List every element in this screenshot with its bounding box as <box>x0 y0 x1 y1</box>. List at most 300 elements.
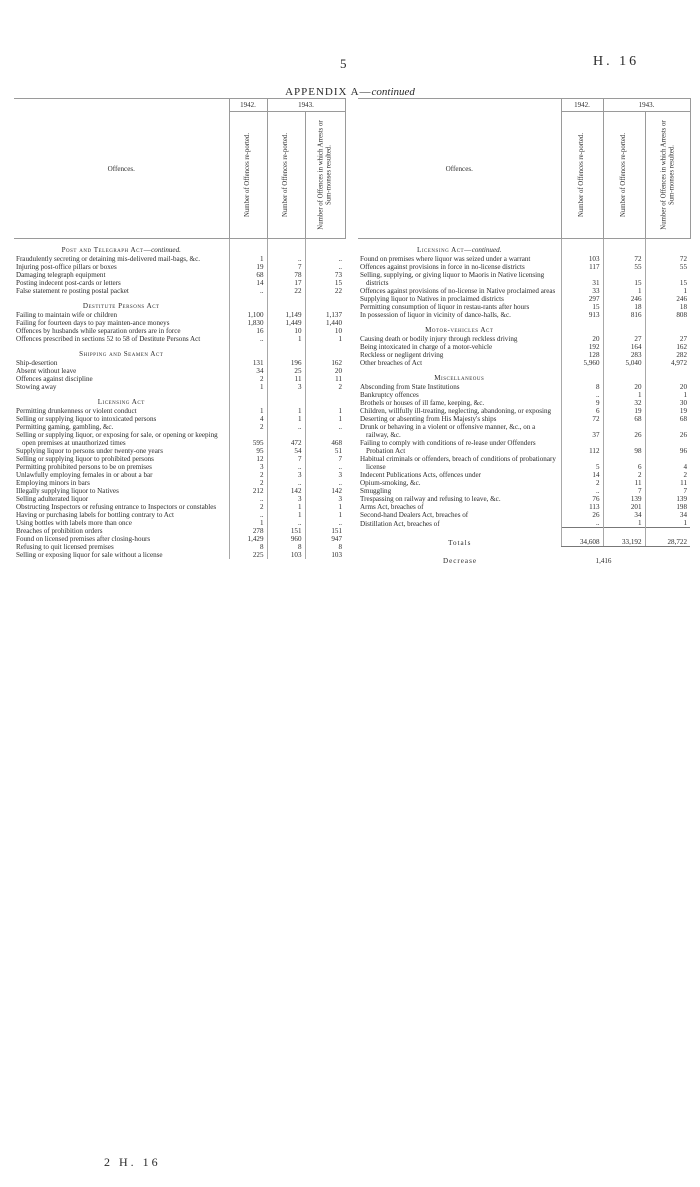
empty-cell <box>267 239 305 256</box>
offence-name: Smuggling <box>360 487 392 495</box>
offence-name: Absconding from State Institutions <box>360 383 460 391</box>
reported-1942-header <box>229 112 267 239</box>
arrests-1943-cell: .. <box>305 255 345 263</box>
reported-1942-cell: 9 <box>561 399 603 407</box>
reported-1943-cell: 34 <box>603 511 645 519</box>
table-row <box>358 519 690 528</box>
arrests-1943-cell: 96 <box>645 439 690 455</box>
arrests-1943-cell: 2 <box>305 383 345 391</box>
table-row <box>14 543 345 551</box>
reported-1943-cell: 2 <box>603 471 645 479</box>
offence-name: Arms Act, breaches of <box>360 503 424 511</box>
reported-1943-cell: 8 <box>267 543 305 551</box>
reported-1942-cell: 225 <box>229 551 267 559</box>
reported-1943-cell: 816 <box>603 311 645 319</box>
reported-1943-cell: 196 <box>267 359 305 367</box>
table-row <box>14 479 345 487</box>
section-heading-label: Post and Telegraph Act <box>61 246 144 254</box>
offence-name: Permitting gaming, gambling, &c. <box>16 423 114 431</box>
table-row <box>358 255 690 263</box>
arrests-1943-cell: 1 <box>305 335 345 343</box>
section-heading-row <box>358 319 690 335</box>
table-row <box>358 487 690 495</box>
reported-1942-cell: .. <box>561 487 603 495</box>
arrests-1943-cell: 2 <box>645 471 690 479</box>
offence-name: Breaches of prohibition orders <box>16 527 103 535</box>
reported-1943-cell: 1,149 <box>267 311 305 319</box>
reported-1942-cell: 2 <box>229 503 267 511</box>
offence-name: Permitting consumption of liquor in restau-rants after hours <box>360 303 530 311</box>
table-row <box>14 527 345 535</box>
reported-1942-cell: 1 <box>229 407 267 415</box>
offence-name: Offences against provisions in force in no-license districts <box>360 263 525 271</box>
totals-1942: 34,608 <box>561 528 603 547</box>
offences-table-right <box>358 98 691 565</box>
offence-name: Supplying liquor to Natives in proclaimed districts <box>360 295 504 303</box>
reported-1942-cell: 8 <box>229 543 267 551</box>
offences-table-left <box>14 98 346 559</box>
arrests-1943-header <box>305 112 345 239</box>
table-row <box>14 335 345 343</box>
reported-1942-cell: 95 <box>229 447 267 455</box>
reported-1942-cell: 1,100 <box>229 311 267 319</box>
offence-name: Illegally supplying liquor to Natives <box>16 487 119 495</box>
reported-1943-cell: 26 <box>603 423 645 439</box>
reported-1943-cell: 1 <box>603 519 645 528</box>
offence-name: Stowing away <box>16 383 57 391</box>
section-heading <box>14 295 229 311</box>
offence-name: Selling or supplying liquor to prohibited persons <box>16 455 154 463</box>
reported-1943-cell: 1 <box>603 287 645 295</box>
arrests-1943-cell: 1 <box>305 407 345 415</box>
totals-arrests-1943: 28,722 <box>645 528 690 547</box>
reported-1943-cell: 960 <box>267 535 305 543</box>
table-row <box>14 511 345 519</box>
table-row <box>358 335 690 343</box>
arrests-1943-cell: 1,137 <box>305 311 345 319</box>
arrests-1943-cell: 27 <box>645 335 690 343</box>
year-1942-header: 1942. <box>561 99 603 112</box>
reported-1943-cell: 20 <box>603 383 645 391</box>
reported-1942-cell: 3 <box>229 463 267 471</box>
table-row <box>358 415 690 423</box>
table-row <box>14 455 345 463</box>
reported-1942-cell: 6 <box>561 407 603 415</box>
table-row <box>14 415 345 423</box>
reported-1942-label: Number of Offences re-ported. <box>578 132 586 218</box>
section-heading <box>358 367 561 383</box>
table-row <box>358 295 690 303</box>
table-row <box>358 391 690 399</box>
empty-cell <box>603 367 645 383</box>
arrests-1943-cell: 20 <box>645 383 690 391</box>
offence-name: Offences prescribed in sections 52 to 58 of Destitute Persons Act <box>16 335 201 343</box>
offence-name: Supplying liquor to persons under twenty-one years <box>16 447 163 455</box>
reported-1942-cell: 1,830 <box>229 319 267 327</box>
arrests-1943-cell: 34 <box>645 511 690 519</box>
reported-1942-cell: 131 <box>229 359 267 367</box>
arrests-1943-cell: .. <box>305 479 345 487</box>
reported-1943-cell: 283 <box>603 351 645 359</box>
reported-1942-cell: 37 <box>561 423 603 439</box>
reported-1943-cell: 6 <box>603 455 645 471</box>
arrests-1943-cell: 18 <box>645 303 690 311</box>
reported-1942-cell: 34 <box>229 367 267 375</box>
empty-cell <box>645 319 690 335</box>
arrests-1943-cell: 103 <box>305 551 345 559</box>
table-body-left <box>14 239 345 560</box>
reported-1942-cell: 1 <box>229 255 267 263</box>
reported-1943-cell: 201 <box>603 503 645 511</box>
reported-1943-cell: 54 <box>267 447 305 455</box>
arrests-1943-cell: .. <box>305 463 345 471</box>
reported-1942-cell: 1,429 <box>229 535 267 543</box>
page-number: 5 <box>340 56 347 71</box>
reported-1942-cell: 20 <box>561 335 603 343</box>
arrests-1943-cell: 4 <box>645 455 690 471</box>
section-heading <box>14 391 229 407</box>
arrests-1943-cell: 1 <box>305 503 345 511</box>
reported-1942-label: Number of Offences re-ported. <box>244 132 252 218</box>
offence-name: Selling or supplying liquor to intoxicated persons <box>16 415 157 423</box>
offence-name: Offences against discipline <box>16 375 93 383</box>
table-row <box>14 311 345 319</box>
offence-name: Damaging telegraph equipment <box>16 271 106 279</box>
empty-cell <box>229 295 267 311</box>
reported-1943-cell: .. <box>267 255 305 263</box>
reported-1942-cell: 117 <box>561 263 603 271</box>
section-heading-row <box>358 367 690 383</box>
section-heading <box>14 343 229 359</box>
reported-1942-cell: 31 <box>561 271 603 287</box>
totals-label: Totals <box>448 538 472 547</box>
reported-1943-cell: 1 <box>267 503 305 511</box>
reported-1942-cell: 913 <box>561 311 603 319</box>
offence-name: Found on premises where liquor was seized under a warrant <box>360 255 531 263</box>
offence-name: Children, willfully ill-treating, neglecting, abandoning, or exposing <box>360 407 552 415</box>
table-row <box>14 471 345 479</box>
table-row <box>14 535 345 543</box>
reported-1943-cell: .. <box>267 479 305 487</box>
offence-name: Other breaches of Act <box>360 359 423 367</box>
table-row <box>14 319 345 327</box>
reported-1943-cell: .. <box>267 519 305 527</box>
offence-name: Selling or supplying liquor, or exposing for sale, or opening or keeping open premises at unauthorized times <box>16 431 218 447</box>
reported-1943-cell: 7 <box>267 263 305 271</box>
offence-name: Distillation Act, breaches of <box>360 519 440 528</box>
year-1943-header: 1943. <box>267 99 345 112</box>
reported-1942-cell: 8 <box>561 383 603 391</box>
reported-1942-cell: 68 <box>229 271 267 279</box>
table-row <box>14 279 345 287</box>
reported-1943-cell: 32 <box>603 399 645 407</box>
arrests-1943-cell: 11 <box>645 479 690 487</box>
reported-1942-cell: 2 <box>561 479 603 487</box>
table-row <box>14 271 345 279</box>
reported-1943-cell: 246 <box>603 295 645 303</box>
table-row <box>14 495 345 503</box>
offence-name: Obstructing Inspectors or refusing entrance to Inspectors or constables <box>16 503 217 511</box>
table-row <box>358 495 690 503</box>
appendix-title: APPENDIX A—continued <box>285 86 415 98</box>
table-row <box>358 343 690 351</box>
offence-name: Brothels or houses of ill fame, keeping, &c. <box>360 399 485 407</box>
reported-1943-cell: 7 <box>603 487 645 495</box>
arrests-1943-cell: 151 <box>305 527 345 535</box>
offence-name: Deserting or absenting from His Majesty's ships <box>360 415 497 423</box>
empty-cell <box>229 391 267 407</box>
totals-1943: 33,192 <box>603 528 645 547</box>
reported-1943-cell: 1 <box>267 407 305 415</box>
offence-name: Indecent Publications Acts, offences under <box>360 471 482 479</box>
reported-1943-cell: 22 <box>267 287 305 295</box>
table-row <box>14 519 345 527</box>
arrests-1943-cell: 162 <box>645 343 690 351</box>
offences-header: Offences. <box>358 99 561 239</box>
offence-name: Having or purchasing labels for bottling contrary to Act <box>16 511 174 519</box>
reported-1942-cell: 297 <box>561 295 603 303</box>
section-heading-label: Licensing Act <box>417 246 465 254</box>
arrests-1943-cell: 1 <box>305 415 345 423</box>
reported-1943-cell: 3 <box>267 383 305 391</box>
section-heading-label: Miscellaneous <box>434 374 485 382</box>
empty-cell <box>645 547 690 566</box>
arrests-1943-cell: 22 <box>305 287 345 295</box>
reported-1942-cell: 2 <box>229 479 267 487</box>
appendix-title-text: APPENDIX A <box>285 86 360 98</box>
arrests-1943-cell: 51 <box>305 447 345 455</box>
reported-1943-cell: 1 <box>267 335 305 343</box>
table-row <box>358 471 690 479</box>
year-1943-header: 1943. <box>603 99 690 112</box>
section-heading-continued: continued. <box>151 246 181 254</box>
reported-1942-cell: .. <box>561 519 603 528</box>
arrests-1943-cell: 139 <box>645 495 690 503</box>
arrests-1943-cell: 947 <box>305 535 345 543</box>
reported-1942-cell: 72 <box>561 415 603 423</box>
table-row <box>358 311 690 319</box>
reported-1943-cell: 15 <box>603 271 645 287</box>
arrests-1943-cell: 68 <box>645 415 690 423</box>
reported-1942-cell: 128 <box>561 351 603 359</box>
offence-name: Refusing to quit licensed premises <box>16 543 114 551</box>
table-row <box>358 399 690 407</box>
reported-1943-cell: 3 <box>267 471 305 479</box>
reported-1942-cell: 278 <box>229 527 267 535</box>
offences-header: Offences. <box>14 99 229 239</box>
offence-name: Bankruptcy offences <box>360 391 419 399</box>
empty-cell <box>229 239 267 256</box>
offence-name: Fraudulently secreting or detaining mis-delivered mail-bags, &c. <box>16 255 200 263</box>
offence-name: Opium-smoking, &c. <box>360 479 421 487</box>
arrests-1943-cell: 73 <box>305 271 345 279</box>
table-row <box>14 359 345 367</box>
table-row <box>14 503 345 511</box>
arrests-1943-cell: 8 <box>305 543 345 551</box>
section-heading-label: Licensing Act <box>97 398 145 406</box>
reported-1943-header <box>267 112 305 239</box>
reported-1943-cell: 25 <box>267 367 305 375</box>
reported-1942-cell: 33 <box>561 287 603 295</box>
arrests-1943-cell: 808 <box>645 311 690 319</box>
reported-1943-cell: 19 <box>603 407 645 415</box>
offence-name: Absent without leave <box>16 367 77 375</box>
reported-1943-cell: 3 <box>267 495 305 503</box>
offence-name: Offences against provisions of no-license in Native proclaimed areas <box>360 287 556 295</box>
offence-name: Offences by husbands while separation orders are in force <box>16 327 181 335</box>
footer-print-ref: 2 H. 16 <box>104 1155 161 1169</box>
arrests-1943-cell: 72 <box>645 255 690 263</box>
reported-1943-cell: 164 <box>603 343 645 351</box>
arrests-1943-cell: 26 <box>645 423 690 439</box>
offence-name: Employing minors in bars <box>16 479 90 487</box>
reported-1943-cell: 11 <box>267 375 305 383</box>
decrease-label: Decrease <box>443 557 477 565</box>
offence-name: Being intoxicated in charge of a motor-vehicle <box>360 343 493 351</box>
reported-1942-cell: .. <box>229 511 267 519</box>
reported-1943-cell: 139 <box>603 495 645 503</box>
arrests-1943-cell: 162 <box>305 359 345 367</box>
empty-cell <box>305 391 345 407</box>
totals-row <box>358 528 690 547</box>
document-ref: H. 16 <box>593 54 640 69</box>
table-row <box>14 263 345 271</box>
arrests-1943-cell: 1 <box>645 287 690 295</box>
reported-1943-label: Number of Offences re-ported. <box>282 132 290 218</box>
reported-1943-cell: 17 <box>267 279 305 287</box>
arrests-1943-cell: 3 <box>305 471 345 479</box>
reported-1942-cell: 1 <box>229 383 267 391</box>
arrests-1943-cell: .. <box>305 263 345 271</box>
decrease-row <box>358 547 690 566</box>
arrests-1943-cell: .. <box>305 423 345 431</box>
reported-1942-cell: 113 <box>561 503 603 511</box>
section-heading-continued: continued. <box>471 246 502 254</box>
reported-1942-cell: 103 <box>561 255 603 263</box>
arrests-1943-cell: 198 <box>645 503 690 511</box>
offence-name: Causing death or bodily injury through reckless driving <box>360 335 518 343</box>
table-row <box>14 327 345 335</box>
reported-1942-cell: 4 <box>229 415 267 423</box>
reported-1943-label: Number of Offences re-ported. <box>620 132 628 218</box>
section-heading: Post and Telegraph Act—continued. <box>61 246 181 254</box>
arrests-1943-cell: 1 <box>645 519 690 528</box>
table-row <box>358 303 690 311</box>
table-row <box>358 423 690 439</box>
table-row <box>358 263 690 271</box>
reported-1942-cell: 76 <box>561 495 603 503</box>
table-row <box>14 375 345 383</box>
empty-cell <box>267 391 305 407</box>
reported-1942-cell: 595 <box>229 431 267 447</box>
reported-1942-cell: 15 <box>561 303 603 311</box>
section-heading-row <box>14 295 345 311</box>
arrests-1943-cell: 246 <box>645 295 690 303</box>
empty-cell <box>561 367 603 383</box>
table-row <box>14 551 345 559</box>
table-row <box>358 511 690 519</box>
reported-1943-cell: 1 <box>603 391 645 399</box>
reported-1943-cell: 5,040 <box>603 359 645 367</box>
reported-1943-cell: 68 <box>603 415 645 423</box>
reported-1943-cell: .. <box>267 463 305 471</box>
reported-1943-cell: 11 <box>603 479 645 487</box>
section-heading-row <box>14 343 345 359</box>
offence-name: Reckless or negligent driving <box>360 351 444 359</box>
arrests-1943-label: Number of Offences in which Arrests or Sum-monses resulted. <box>317 120 332 230</box>
offence-name: In possession of liquor in vicinity of dance-halls, &c. <box>360 311 511 319</box>
table-row <box>358 271 690 287</box>
offence-name: Permitting prohibited persons to be on premises <box>16 463 152 471</box>
arrests-1943-cell: .. <box>305 519 345 527</box>
table-row <box>358 503 690 511</box>
section-heading-row <box>14 239 345 256</box>
table-row <box>14 463 345 471</box>
section-heading-label: Destitute Persons Act <box>82 302 160 310</box>
table-row <box>14 367 345 375</box>
arrests-1943-cell: 3 <box>305 495 345 503</box>
reported-1942-cell: 112 <box>561 439 603 455</box>
reported-1943-cell: 1,449 <box>267 319 305 327</box>
empty-cell <box>645 367 690 383</box>
arrests-1943-cell: 4,972 <box>645 359 690 367</box>
table-row <box>14 487 345 495</box>
table-row <box>14 423 345 431</box>
reported-1942-header <box>561 112 603 239</box>
arrests-1943-cell: 15 <box>645 271 690 287</box>
table-body-right <box>358 239 690 566</box>
reported-1943-cell: 7 <box>267 455 305 463</box>
table-row <box>358 439 690 455</box>
offence-name: Failing to maintain wife or children <box>16 311 118 319</box>
arrests-1943-cell: 7 <box>645 487 690 495</box>
reported-1942-cell: 1 <box>229 519 267 527</box>
empty-cell <box>603 239 645 256</box>
arrests-1943-cell: 142 <box>305 487 345 495</box>
reported-1942-cell: .. <box>229 335 267 343</box>
empty-cell <box>229 343 267 359</box>
arrests-1943-cell: 15 <box>305 279 345 287</box>
offence-name: Drunk or behaving in a violent or offensive manner, &c., on a railway, &c. <box>360 423 536 439</box>
arrests-1943-cell: 1 <box>305 511 345 519</box>
reported-1943-cell: 103 <box>267 551 305 559</box>
empty-cell <box>267 343 305 359</box>
arrests-1943-cell: 7 <box>305 455 345 463</box>
offence-name: Ship-desertion <box>16 359 58 367</box>
reported-1943-header <box>603 112 645 239</box>
reported-1942-cell: 14 <box>561 471 603 479</box>
empty-cell <box>603 319 645 335</box>
reported-1942-cell: 2 <box>229 375 267 383</box>
arrests-1943-cell: 10 <box>305 327 345 335</box>
empty-cell <box>267 295 305 311</box>
reported-1943-cell: 1 <box>267 511 305 519</box>
reported-1943-cell: 142 <box>267 487 305 495</box>
section-heading <box>358 319 561 335</box>
empty-cell <box>645 239 690 256</box>
empty-cell <box>305 239 345 256</box>
table-row <box>358 359 690 367</box>
table-row <box>14 255 345 263</box>
reported-1943-cell: 1 <box>267 415 305 423</box>
offence-name: Failing to comply with conditions of re-lease under Offenders Probation Act <box>360 439 536 455</box>
reported-1943-cell: 55 <box>603 263 645 271</box>
arrests-1943-label: Number of Offences in which Arrests or Sum-monses resulted. <box>659 120 675 230</box>
arrests-1943-cell: 55 <box>645 263 690 271</box>
empty-cell <box>305 343 345 359</box>
table-row <box>14 407 345 415</box>
arrests-1943-cell: 20 <box>305 367 345 375</box>
